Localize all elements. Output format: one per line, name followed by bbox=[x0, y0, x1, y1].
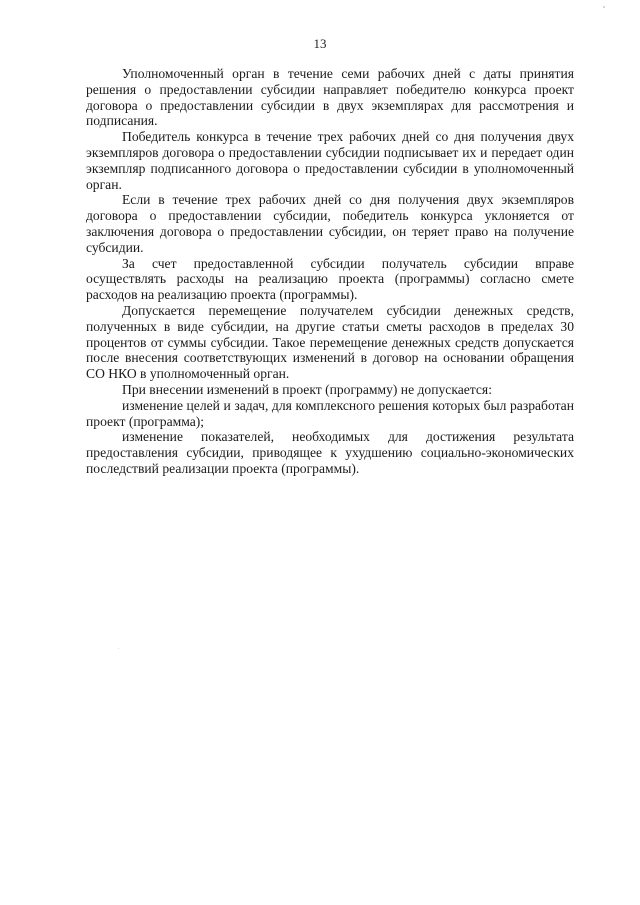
paragraph-contract-signing: Победитель конкурса в течение трех рабочих дней со дня получения двух экземпляров договора о предоставлении субсидии подписывает их и передает один экземпляр подписанного договора о предоставлении субсидии в уполномоченный орган. bbox=[86, 129, 574, 192]
scan-speck bbox=[118, 648, 119, 649]
scan-speck bbox=[603, 6, 605, 8]
paragraph-changes-intro: При внесении изменений в проект (программу) не допускается: bbox=[122, 381, 492, 397]
paragraph-changes-goals: изменение целей и задач, для комплексного решения которых был разработан проект (программа); bbox=[86, 397, 574, 429]
paragraph-contract-sending: Уполномоченный орган в течение семи рабочих дней с даты принятия решения о предоставлении субсидии направляет победителю конкурса проект договора о предоставлении субсидии в двух экземплярах для рассмотрения и подписания. bbox=[86, 66, 574, 129]
paragraph-expenses: За счет предоставленной субсидии получатель субсидии вправе осуществлять расходы на реализацию проекта (программы) согласно смете расходов на реализацию проекта (программы). bbox=[86, 255, 574, 303]
document-body bbox=[86, 66, 574, 477]
paragraph-changes-indicators: изменение показателей, необходимых для достижения результата предоставления субсидии, приводящее к ухудшению социально-экономических последствий реализации проекта (программы). bbox=[86, 429, 574, 476]
paragraph-evasion: Если в течение трех рабочих дней со дня получения двух экземпляров договора о предоставлении субсидии, победитель конкурса уклоняется от заключения договора о предоставлении субсидии, он теряет право на получение субсидии. bbox=[86, 192, 574, 255]
page-number: 13 bbox=[313, 36, 327, 51]
paragraph-reallocation: Допускается перемещение получателем субсидии денежных средств, полученных в виде субсидии, на другие статьи сметы расходов в пределах 30 процентов от суммы субсидии. Такое перемещение денежных средств допускается после внесения соответствующих изменений в договор на основании обращения СО НКО в уполномоченный орган. bbox=[86, 302, 574, 382]
